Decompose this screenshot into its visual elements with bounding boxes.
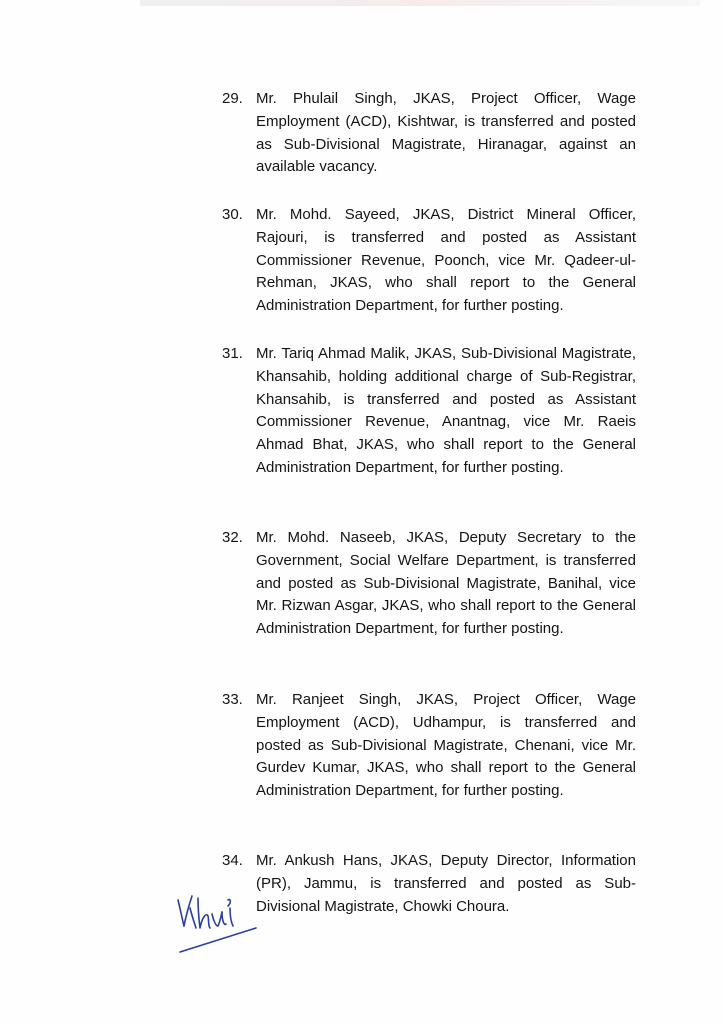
item-text: Mr. Mohd. Sayeed, JKAS, District Mineral Officer, Rajouri, is transferred and posted as Assistant Commissioner Revenue, Poonch, vice Mr. Qadeer-ul-Rehman, JKAS, who shall report to the General Administration Department, for further posting.	[256, 206, 636, 315]
handwritten-signature	[170, 878, 270, 958]
order-item-31	[222, 343, 636, 480]
item-number: 29.	[222, 90, 243, 107]
item-number: 31.	[222, 345, 243, 362]
order-item-30	[222, 204, 636, 318]
order-item-33	[222, 689, 636, 803]
scan-edge-artifact	[140, 0, 700, 6]
item-text: Mr. Ranjeet Singh, JKAS, Project Officer, Wage Employment (ACD), Udhampur, is transferred and posted as Sub-Divisional Magistrate, Chenani, vice Mr. Gurdev Kumar, JKAS, who shall report to the General Administration Department, for further posting.	[256, 691, 636, 800]
order-item-32	[222, 527, 636, 641]
item-text: Mr. Mohd. Naseeb, JKAS, Deputy Secretary to the Government, Social Welfare Department, is transferred and posted as Sub-Divisional Magistrate, Banihal, vice Mr. Rizwan Asgar, JKAS, who shall report to the General Administration Department, for further posting.	[256, 529, 636, 638]
item-number: 33.	[222, 691, 243, 708]
item-text: Mr. Phulail Singh, JKAS, Project Officer, Wage Employment (ACD), Kishtwar, is transferred and posted as Sub-Divisional Magistrate, Hiranagar, against an available vacancy.	[256, 90, 636, 176]
order-item-34	[222, 850, 636, 918]
item-number: 34.	[222, 852, 243, 869]
item-number: 30.	[222, 206, 243, 223]
item-number: 32.	[222, 529, 243, 546]
item-text: Mr. Ankush Hans, JKAS, Deputy Director, Information (PR), Jammu, is transferred and posted as Sub-Divisional Magistrate, Chowki Choura.	[256, 852, 636, 915]
item-text: Mr. Tariq Ahmad Malik, JKAS, Sub-Divisional Magistrate, Khansahib, holding additional charge of Sub-Registrar, Khansahib, is transferred and posted as Assistant Commissioner Revenue, Anantnag, vice Mr. Raeis Ahmad Bhat, JKAS, who shall report to the General Administration Department, for further posting.	[256, 345, 636, 476]
order-item-29	[222, 88, 636, 179]
